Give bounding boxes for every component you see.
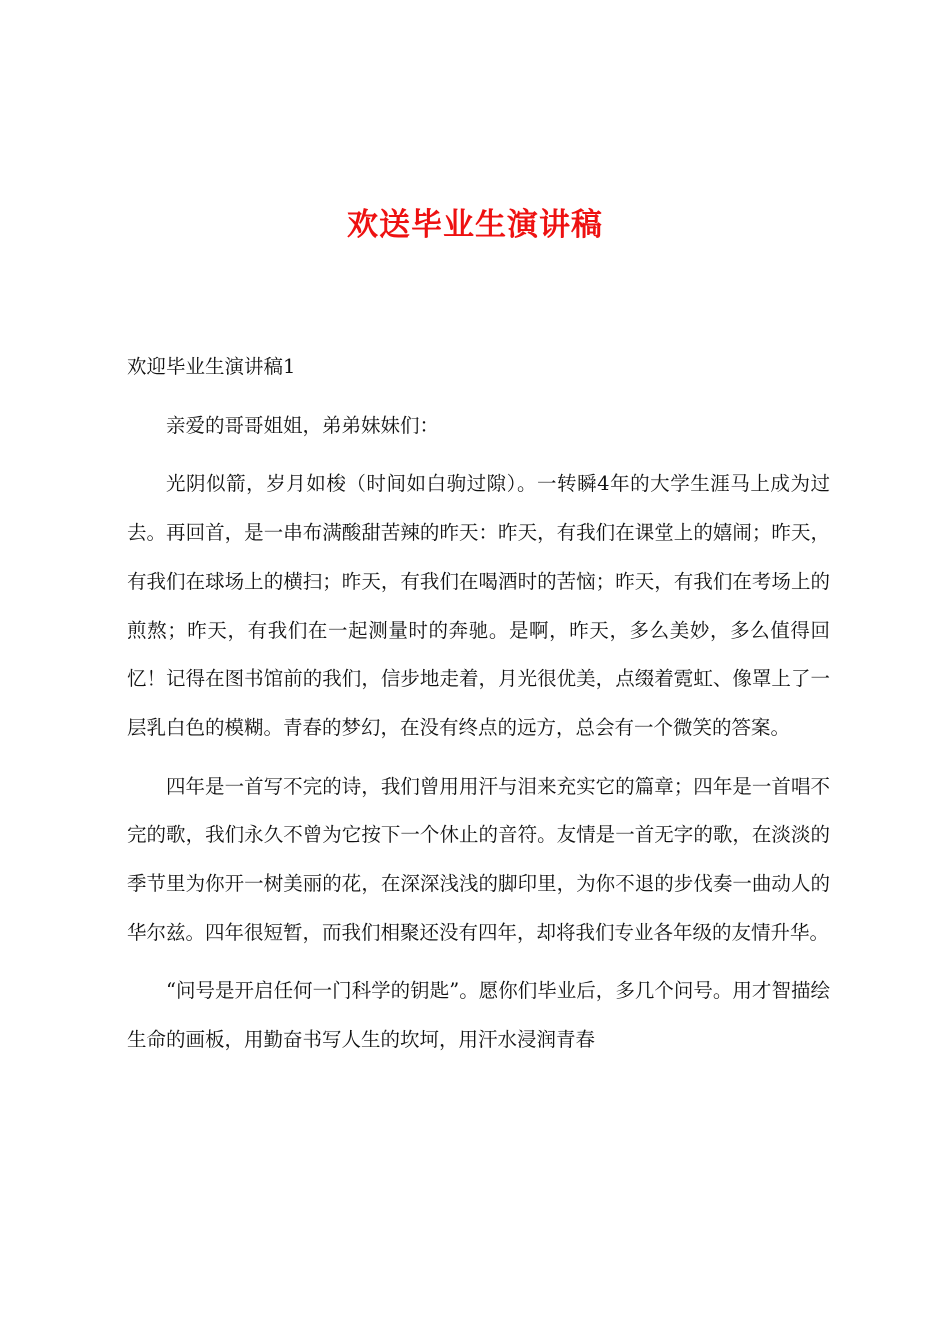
paragraph-greeting: 亲爱的哥哥姐姐，弟弟妹妹们： [166, 413, 440, 437]
document-title: 欢送毕业生演讲稿 [347, 207, 603, 243]
paragraph-2: 四年是一首写不完的诗，我们曾用用汗与泪来充实它的篇章；四年是一首唱不完的歌，我们永久不曾为它按下一个休止的音符。友情是一首无字的歌，在淡淡的季节里为你开一树美丽的花，在深深浅浅的脚印里，为你不退的步伐奏一曲动人的华尔兹。四年很短暂，而我们相聚还没有四年，却将我们专业各年级的友情升华。 [127, 774, 830, 944]
document-body [127, 343, 830, 1075]
section-heading: 欢迎毕业生演讲稿1 [127, 355, 296, 378]
paragraph-1: 光阴似箭，岁月如梭（时间如白驹过隙）。一转瞬4年的大学生涯马上成为过去。再回首，是一串布满酸甜苦辣的昨天：昨天，有我们在课堂上的嬉闹；昨天，有我们在球场上的横扫；昨天，有我们在喝酒时的苦恼；昨天，有我们在考场上的煎熬；昨天，有我们在一起测量时的奔驰。是啊，昨天，多么美妙，多么值得回忆！记得在图书馆前的我们，信步地走着，月光很优美，点缀着霓虹、像罩上了一层乳白色的模糊。青春的梦幻，在没有终点的远方，总会有一个微笑的答案。 [127, 472, 830, 739]
paragraph-3: “问号是开启任何一门科学的钥匙”。愿你们毕业后，多几个问号。用才智描绘生命的画板，用勤奋书写人生的坎坷，用汗水浸润青春 [127, 979, 830, 1052]
